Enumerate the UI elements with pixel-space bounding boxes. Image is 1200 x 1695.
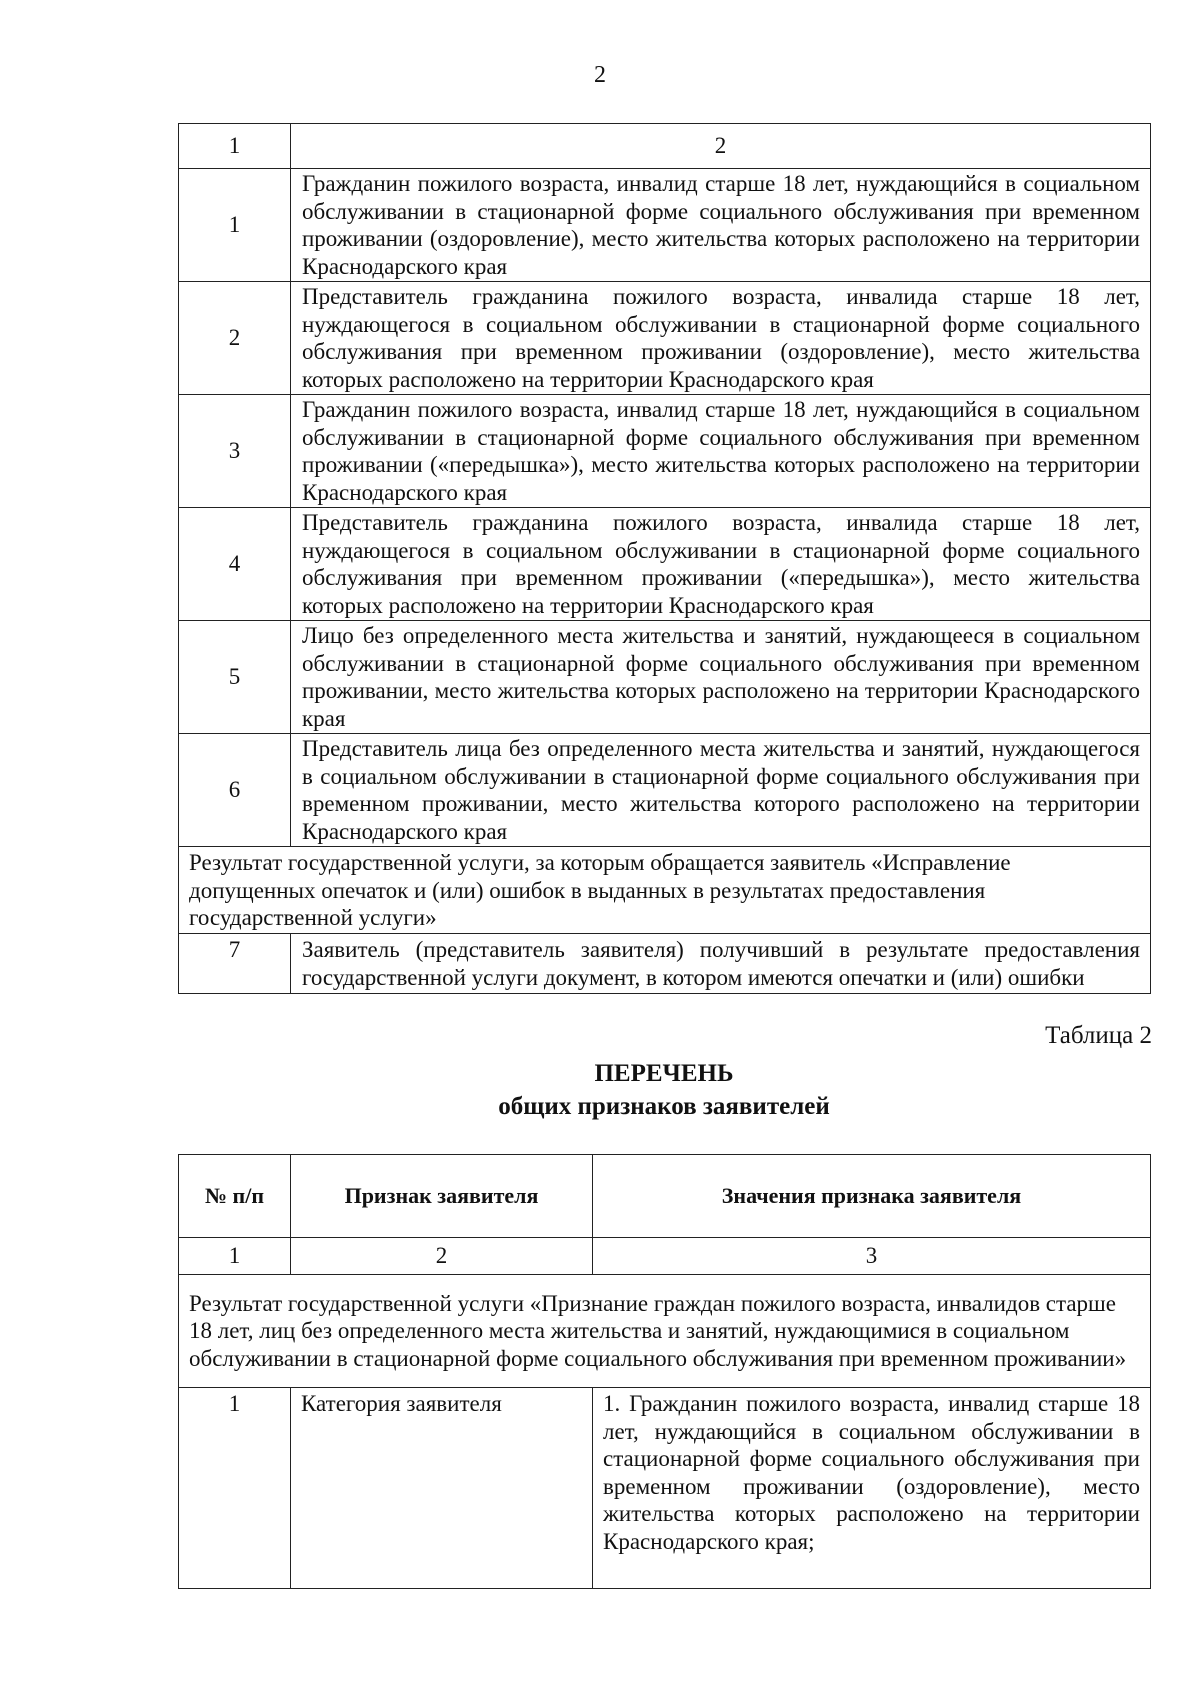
row-description: Лицо без определенного места жительства и занятий, нуждающееся в социальном обслуживании в стационарной форме социального обслуживания при временном проживании, место жительства которых расположено на территории Краснодарского края xyxy=(291,621,1151,734)
row-description: Гражданин пожилого возраста, инвалид старше 18 лет, нуждающийся в социальном обслуживании в стационарной форме социального обслуживания при временном проживании («передышка»), место жительства которых расположено на территории Краснодарского края xyxy=(291,395,1151,508)
table-row xyxy=(179,282,1151,395)
row-number: 4 xyxy=(179,508,291,621)
result-section-row xyxy=(179,1275,1151,1388)
table-header-row xyxy=(179,1155,1151,1238)
result-section-text: Результат государственной услуги «Признание граждан пожилого возраста, инвалидов старше 18 лет, лиц без определенного места жительства и занятий, нуждающимися в социальном обслуживании в стационарной форме социального обслуживания при временном проживании» xyxy=(179,1275,1151,1388)
header-attribute: Признак заявителя xyxy=(291,1155,593,1238)
table-row xyxy=(179,621,1151,734)
title-line-2: общих признаков заявителей xyxy=(498,1093,830,1120)
applicant-attributes-table xyxy=(178,1154,1151,1589)
table-row xyxy=(179,169,1151,282)
applicants-variants-table xyxy=(178,123,1151,994)
column-number-1: 1 xyxy=(179,124,291,169)
row-description: Гражданин пожилого возраста, инвалид старше 18 лет, нуждающийся в социальном обслуживании в стационарной форме социального обслуживания при временном проживании (оздоровление), место жительства которых расположено на территории Краснодарского края xyxy=(291,169,1151,282)
row-number: 7 xyxy=(179,934,291,994)
table-row xyxy=(179,395,1151,508)
table-header-row xyxy=(179,124,1151,169)
result-section-text: Результат государственной услуги, за которым обращается заявитель «Исправление допущенных опечаток и (или) ошибок в выданных в результатах предоставления государственной услуги» xyxy=(179,847,1151,934)
column-number-2: 2 xyxy=(291,124,1151,169)
table-title xyxy=(178,1057,1150,1123)
title-line-1: ПЕРЕЧЕНЬ xyxy=(594,1060,734,1087)
row-description: Представитель лица без определенного места жительства и занятий, нуждающегося в социальном обслуживании в стационарной форме социального обслуживания при временном проживании, место жительства которого расположено на территории Краснодарского края xyxy=(291,734,1151,847)
header-number: № п/п xyxy=(179,1155,291,1238)
table-label: Таблица 2 xyxy=(1045,1022,1152,1049)
row-number: 1 xyxy=(179,169,291,282)
column-numbers-row xyxy=(179,1238,1151,1275)
page-number: 2 xyxy=(594,62,606,88)
row-value: 1. Гражданин пожилого возраста, инвалид старше 18 лет, нуждающийся в социальном обслуживании в стационарной форме социального обслуживания при временном проживании (оздоровление), место жительства которых расположено на территории Краснодарского края; xyxy=(593,1388,1151,1589)
row-attribute: Категория заявителя xyxy=(291,1388,593,1589)
table-row xyxy=(179,734,1151,847)
row-number: 1 xyxy=(179,1388,291,1589)
row-description: Представитель гражданина пожилого возраста, инвалида старше 18 лет, нуждающегося в социальном обслуживании в стационарной форме социального обслуживания при временном проживании (оздоровление), место жительства которых расположено на территории Краснодарского края xyxy=(291,282,1151,395)
row-number: 2 xyxy=(179,282,291,395)
column-number-3: 3 xyxy=(593,1238,1151,1275)
result-section-row xyxy=(179,847,1151,934)
row-number: 5 xyxy=(179,621,291,734)
row-description: Представитель гражданина пожилого возраста, инвалида старше 18 лет, нуждающегося в социальном обслуживании в стационарной форме социального обслуживания при временном проживании («передышка»), место жительства которых расположено на территории Краснодарского края xyxy=(291,508,1151,621)
row-number: 6 xyxy=(179,734,291,847)
table-row xyxy=(179,934,1151,994)
row-description: Заявитель (представитель заявителя) получивший в результате предоставления государственной услуги документ, в котором имеются опечатки и (или) ошибки xyxy=(291,934,1151,994)
row-number: 3 xyxy=(179,395,291,508)
table-row xyxy=(179,1388,1151,1589)
header-values: Значения признака заявителя xyxy=(593,1155,1151,1238)
table-row xyxy=(179,508,1151,621)
column-number-2: 2 xyxy=(291,1238,593,1275)
column-number-1: 1 xyxy=(179,1238,291,1275)
